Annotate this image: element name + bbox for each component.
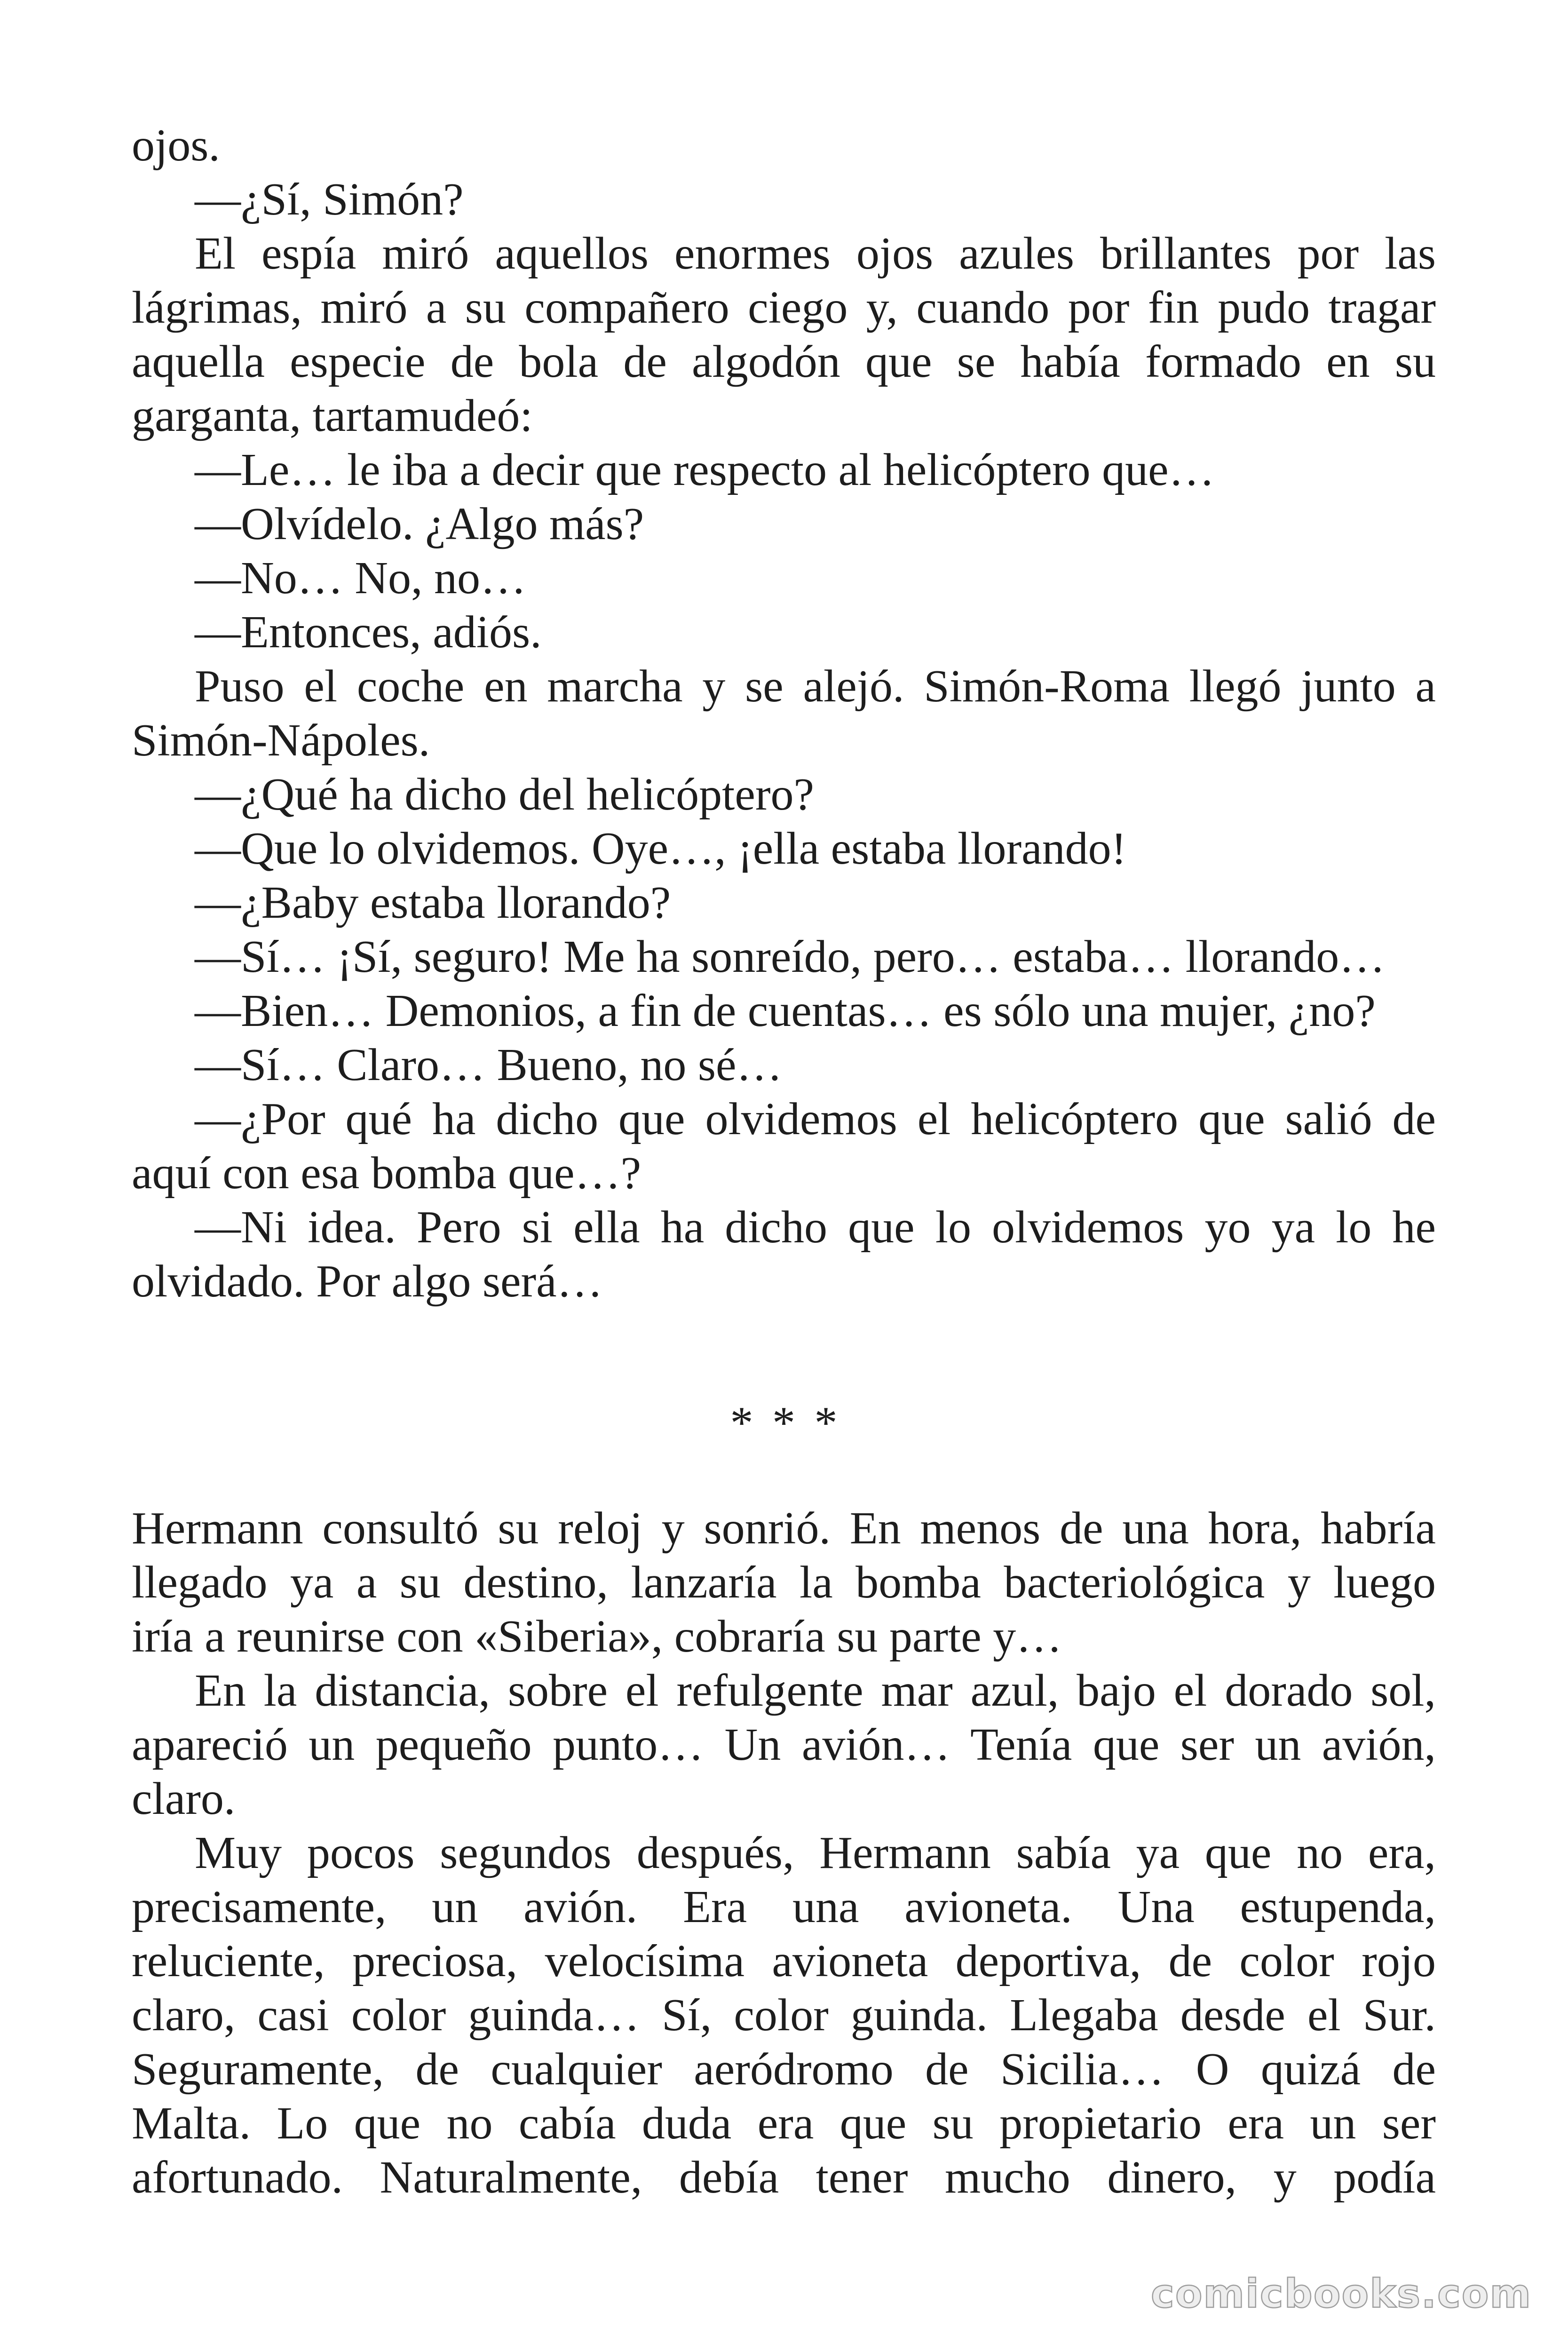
paragraph [132, 822, 1436, 876]
paragraph [132, 173, 1436, 227]
paragraph [132, 1038, 1436, 1092]
text-line: Malta. Lo que no cabía duda era que su propietario era un ser [132, 2098, 1436, 2149]
paragraph [132, 443, 1436, 497]
paragraph [132, 768, 1436, 822]
paragraph [132, 1826, 1436, 2205]
text-section-before-break [132, 119, 1436, 1309]
text-section-after-break [132, 1502, 1436, 2205]
text-line: —Que lo olvidemos. Oye…, ¡ella estaba llorando! [195, 823, 1127, 874]
text-line: afortunado. Naturalmente, debía tener mucho dinero, y podía [132, 2152, 1436, 2203]
text-line: apareció un pequeño punto… Un avión… Tenía que ser un avión, [132, 1719, 1436, 1770]
text-line: Hermann consultó su reloj y sonrió. En menos de una hora, habría [132, 1503, 1436, 1554]
text-line: —Bien… Demonios, a fin de cuentas… es sólo una mujer, ¿no? [195, 985, 1376, 1036]
text-line: —¿Por qué ha dicho que olvidemos el helicóptero que salió de [195, 1094, 1436, 1144]
text-line: aquí con esa bomba que…? [132, 1148, 641, 1199]
text-line: Seguramente, de cualquier aeródromo de Sicilia… O quizá de [132, 2044, 1436, 2095]
text-line: —¿Baby estaba llorando? [195, 877, 671, 928]
paragraph [132, 119, 1436, 173]
text-line: —Le… le iba a decir que respecto al helicóptero que… [195, 445, 1215, 495]
text-line: claro. [132, 1773, 236, 1824]
text-line: En la distancia, sobre el refulgente mar azul, bajo el dorado sol, [195, 1665, 1436, 1716]
paragraph [132, 1092, 1436, 1200]
text-line: —Entonces, adiós. [195, 607, 542, 658]
paragraph [132, 1664, 1436, 1826]
text-line: garganta, tartamudeó: [132, 390, 533, 441]
text-line: reluciente, preciosa, velocísima avioneta deportiva, de color rojo [132, 1936, 1436, 1986]
text-line: olvidado. Por algo será… [132, 1256, 603, 1307]
text-line: —Sí… ¡Sí, seguro! Me ha sonreído, pero… estaba… llorando… [195, 931, 1386, 982]
paragraph [132, 227, 1436, 443]
paragraph [132, 605, 1436, 660]
text-line: Puso el coche en marcha y se alejó. Simón-Roma llegó junto a [195, 661, 1436, 712]
text-line: —Olvídelo. ¿Algo más? [195, 499, 644, 549]
text-line: ojos. [132, 120, 220, 171]
scene-break: * * * [730, 1398, 838, 1448]
text-line: —¿Qué ha dicho del helicóptero? [195, 769, 815, 820]
text-line: El espía miró aquellos enormes ojos azules brillantes por las [195, 228, 1436, 279]
paragraph [132, 1502, 1436, 1664]
paragraph [132, 551, 1436, 605]
paragraph [132, 497, 1436, 551]
text-line: Simón-Nápoles. [132, 715, 430, 766]
paragraph [132, 876, 1436, 930]
paragraph [132, 984, 1436, 1038]
text-line: iría a reunirse con «Siberia», cobraría su parte y… [132, 1611, 1062, 1662]
text-line: lágrimas, miró a su compañero ciego y, cuando por fin pudo tragar [132, 282, 1436, 333]
paragraph [132, 930, 1436, 984]
text-line: —Sí… Claro… Bueno, no sé… [195, 1040, 783, 1090]
text-line: llegado ya a su destino, lanzaría la bomba bacteriológica y luego [132, 1557, 1436, 1608]
text-line: —No… No, no… [195, 553, 527, 604]
text-line: claro, casi color guinda… Sí, color guinda. Llegaba desde el Sur. [132, 1990, 1436, 2041]
text-line: —Ni idea. Pero si ella ha dicho que lo olvidemos yo ya lo he [195, 1202, 1436, 1253]
text-line: —¿Sí, Simón? [195, 174, 464, 225]
paragraph [132, 1200, 1436, 1309]
watermark: comicbooks.com [1151, 2271, 1532, 2317]
text-line: Muy pocos segundos después, Hermann sabía ya que no era, [195, 1828, 1436, 1878]
text-line: precisamente, un avión. Era una avioneta. Una estupenda, [132, 1882, 1436, 1932]
text-line: aquella especie de bola de algodón que se había formado en su [132, 336, 1436, 387]
paragraph [132, 660, 1436, 768]
